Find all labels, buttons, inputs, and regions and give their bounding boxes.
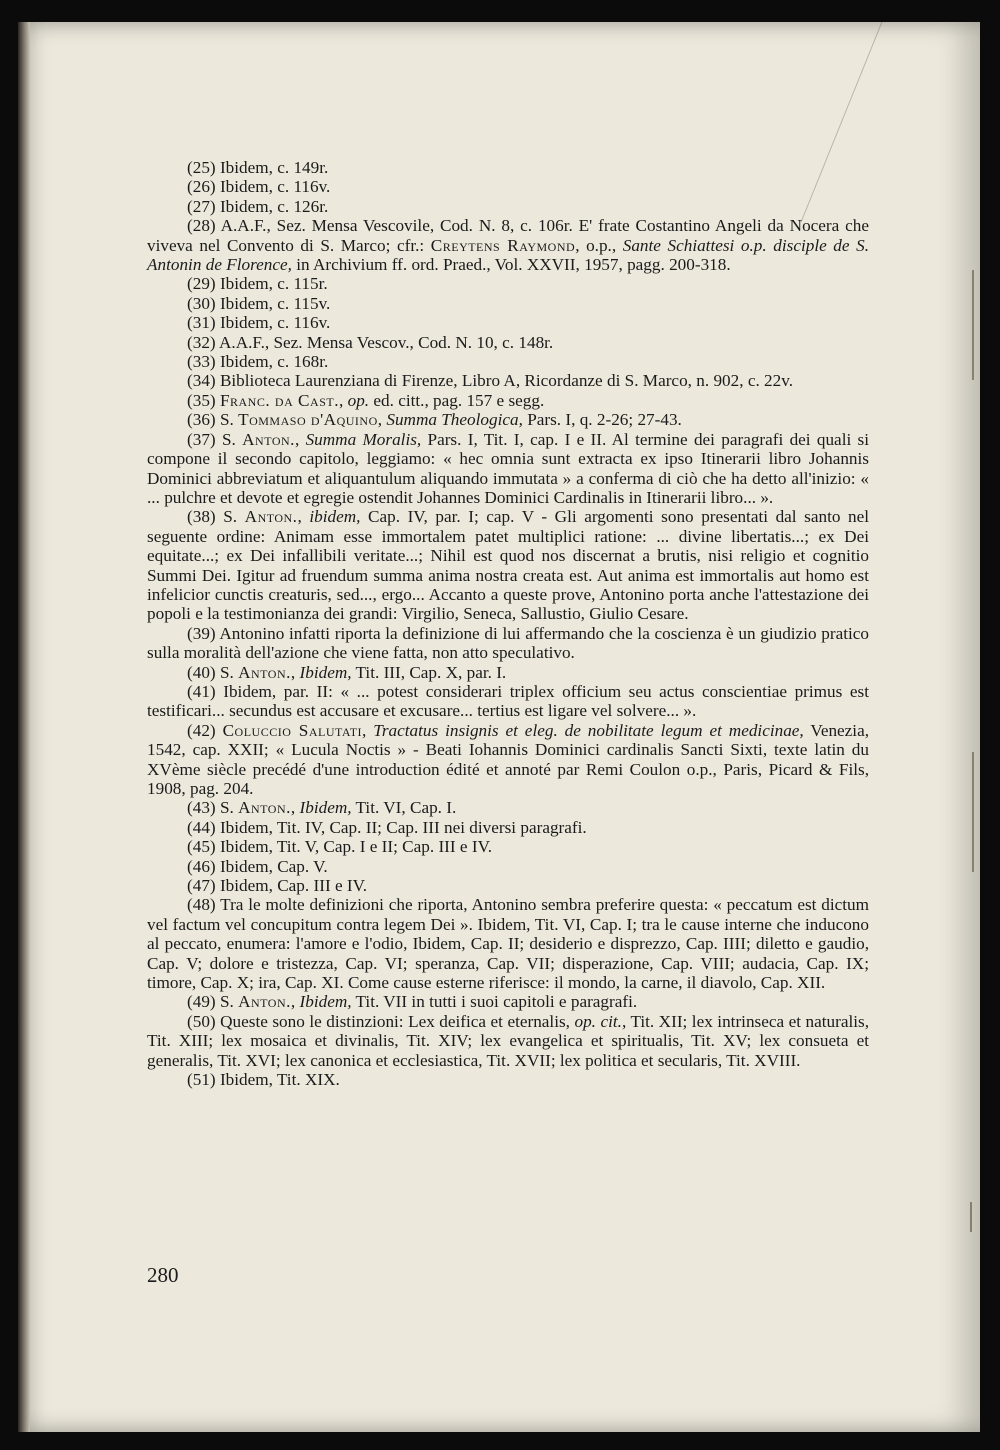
footnote-number: (28) bbox=[187, 216, 216, 236]
footnote-text: Venezia, 1542, cap. XXII; « Lucula Noctis » - Beati Iohannis Dominici cardinalis Sancti Sixti, texte latin du XVème siècle precédé d'une introduction édité et annoté par Remi Coulon o.p., Paris, Picard & Fils, 1908, pag. 204. bbox=[147, 720, 870, 798]
footnote-text: Ibidem, Tit. V, Cap. I e II; Cap. III e IV. bbox=[219, 837, 493, 857]
footnote-text: Ibidem, Cap. III e IV. bbox=[219, 876, 368, 896]
page-number: 280 bbox=[147, 1263, 179, 1287]
footnote-text: Ibidem, Cap. V. bbox=[219, 856, 328, 876]
footnote-text: Anton. bbox=[242, 429, 295, 449]
footnote-number: (29) bbox=[187, 274, 216, 294]
footnote-text: Ibidem, c. 115v. bbox=[219, 293, 331, 313]
footnote bbox=[147, 158, 869, 177]
footnote-text: Biblioteca Laurenziana di Firenze, Libro A, Ricordanze di S. Marco, n. 902, c. 22v. bbox=[219, 371, 793, 391]
footnote-text: , bbox=[290, 992, 300, 1012]
footnote-number: (49) bbox=[187, 992, 216, 1012]
footnote-text: Ibidem, bbox=[299, 992, 352, 1012]
footnote bbox=[147, 507, 869, 623]
footnote bbox=[147, 216, 869, 274]
page-edge-mark bbox=[972, 752, 974, 872]
footnote-text: S. bbox=[219, 798, 239, 818]
footnote bbox=[147, 895, 869, 992]
footnote-number: (47) bbox=[187, 876, 216, 896]
footnote-text: , bbox=[377, 410, 387, 430]
footnotes-block bbox=[147, 158, 869, 1090]
footnote-text: S. bbox=[219, 410, 239, 430]
footnote-text: , o.p., bbox=[575, 235, 623, 255]
footnote-text: Tractatus insignis et eleg. de nobilitate legum et medicinae, bbox=[373, 720, 804, 740]
footnote-text: Summa Theologica, bbox=[386, 410, 523, 430]
footnote bbox=[147, 837, 869, 856]
footnote bbox=[147, 294, 869, 313]
footnote-number: (45) bbox=[187, 837, 216, 857]
footnote-number: (37) bbox=[187, 429, 216, 449]
footnote-text: S. bbox=[223, 507, 245, 527]
footnote bbox=[147, 1012, 869, 1070]
footnote-text: Tra le molte definizioni che riporta, Antonino sembra preferire questa: « peccatum est dictum vel factum vel concupitum contra legem Dei ». Ibidem, Tit. VI, Cap. I; tra le cause interne che inducono al peccato, enumera: l'amore e l'odio, Ibidem, Cap. II; desiderio e disprezzo, Cap. IIII; diletto e gaudio, Cap. V; dolore e tristezza, Cap. VI; speranza, Cap. VII; disperazione, Cap. VIII; audacia, Cap. IX; timore, Cap. X; ira, Cap. XI. Come cause esterne riferisce: il mondo, la carne, il diavolo, Cap. XII. bbox=[147, 895, 869, 993]
footnote bbox=[147, 430, 869, 508]
footnote-number: (51) bbox=[187, 1070, 216, 1090]
footnote bbox=[147, 721, 869, 799]
page-edge-mark bbox=[972, 270, 974, 380]
footnote-text: op. bbox=[347, 390, 370, 410]
footnote bbox=[147, 177, 869, 196]
footnote-text: Pars. I, q. 2-26; 27-43. bbox=[522, 410, 682, 430]
footnote-text: Tit. VI, Cap. I. bbox=[351, 798, 457, 818]
footnote-text: , bbox=[290, 798, 300, 818]
footnote-text: , bbox=[362, 720, 374, 740]
footnote-number: (42) bbox=[187, 720, 216, 740]
footnote-text: ed. citt., pag. 157 e segg. bbox=[369, 390, 545, 410]
footnote-text: ibidem, bbox=[309, 507, 361, 527]
footnote-text: Ibidem, c. 168r. bbox=[219, 352, 329, 372]
footnote-number: (41) bbox=[187, 681, 216, 701]
footnote-text: S. bbox=[219, 992, 239, 1012]
footnote-text: Antonino infatti riporta la definizione di lui affermando che la coscienza è un giudizio pratico sulla moralità dell'azione che viene fatta, non atto speculativo. bbox=[147, 623, 869, 663]
footnote-text: Ibidem, c. 116v. bbox=[219, 177, 331, 197]
footnote bbox=[147, 274, 869, 293]
footnote-number: (38) bbox=[187, 507, 216, 527]
footnote-text: Tit. III, Cap. X, par. I. bbox=[351, 662, 507, 682]
footnote-number: (40) bbox=[187, 662, 216, 682]
footnote-text: Ibidem, c. 126r. bbox=[219, 196, 329, 216]
footnote-text: Creytens Raymond bbox=[430, 235, 576, 255]
footnote-number: (44) bbox=[187, 817, 216, 837]
footnote-number: (30) bbox=[187, 293, 216, 313]
footnote bbox=[147, 798, 869, 817]
footnote-number: (46) bbox=[187, 856, 216, 876]
footnote bbox=[147, 410, 869, 429]
footnote bbox=[147, 391, 869, 410]
footnote-number: (25) bbox=[187, 158, 216, 177]
footnote-number: (39) bbox=[187, 623, 216, 643]
footnote-text: Ibidem, c. 115r. bbox=[219, 274, 328, 294]
footnote-text: Tit. VII in tutti i suoi capitoli e paragrafi. bbox=[351, 992, 638, 1012]
footnote-number: (50) bbox=[187, 1011, 216, 1031]
footnote-text: Anton. bbox=[244, 507, 298, 527]
footnote-text: , Tit. XII; lex intrinseca et naturalis, Tit. XIII; lex mosaica et divinalis, Tit. XIV; lex evangelica et spiritualis, Tit. XV; lex consueta et generalis, Tit. XVI; lex canonica et ecclesiastica, Tit. XVII; lex politica et secularis, Tit. XVIII. bbox=[147, 1011, 870, 1070]
footnote bbox=[147, 371, 869, 390]
footnote bbox=[147, 1070, 869, 1089]
footnote-text: S. bbox=[219, 662, 239, 682]
footnote bbox=[147, 333, 869, 352]
footnote-text: , bbox=[294, 429, 306, 449]
footnote-text: , bbox=[297, 507, 310, 527]
footnote-number: (27) bbox=[187, 196, 216, 216]
footnote-text: Ibidem, Tit. XIX. bbox=[219, 1070, 340, 1090]
footnote-text: Anton. bbox=[238, 798, 291, 818]
footnote-text: Ibidem, bbox=[299, 662, 352, 682]
footnote bbox=[147, 624, 869, 663]
footnote bbox=[147, 313, 869, 332]
footnote-text: op. cit. bbox=[574, 1011, 622, 1031]
footnote-text: Ibidem, bbox=[299, 798, 352, 818]
footnote-text: Queste sono le distinzioni: Lex deifica et eternalis, bbox=[220, 1011, 575, 1031]
footnote-text: , bbox=[290, 662, 300, 682]
footnote bbox=[147, 663, 869, 682]
footnote bbox=[147, 876, 869, 895]
footnote-number: (43) bbox=[187, 798, 216, 818]
footnote bbox=[147, 818, 869, 837]
footnote bbox=[147, 352, 869, 371]
footnote-text: A.A.F., Sez. Mensa Vescovile, Cod. N. 8, c. 106r. E' frate Costantino Angeli da Nocera che viveva nel Convento di S. Marco; cfr.: bbox=[147, 216, 869, 255]
footnote-number: (33) bbox=[187, 352, 216, 372]
footnote-number: (36) bbox=[187, 410, 216, 430]
footnote-text: Cap. IV, par. I; cap. V - Gli argomenti sono presentati dal santo nel seguente ordine: Animam esse immortalem patet multiplici ratione: ... divine libertatis...; ex Dei equitate...; ex Dei infallibili veritate...; Nihil est quod nos discernat a brutis, nisi religio et cognitio Summi Dei. Igitur ad fruendum summa anima nostra creata est. Aut anima est immortalis aut homo est infelicior cunctis creaturis, sed..., ergo... Accanto a queste prove, Antonino porta anche l'attestazione dei popoli e la testimonianza dei grandi: Virgilio, Seneca, Sallustio, Giulio Cesare. bbox=[147, 507, 870, 624]
footnote-text: Ibidem, par. II: « ... potest considerari triplex officium seu actus conscientiae primus est testificari... secundus est accusare et excusare... tertius est ligare vel solvere... ». bbox=[147, 681, 869, 721]
footnote-text: A.A.F., Sez. Mensa Vescov., Cod. N. 10, c. 148r. bbox=[219, 332, 554, 352]
footnote-text: Anton. bbox=[238, 992, 291, 1012]
footnote-text: Ibidem, c. 116v. bbox=[219, 313, 331, 333]
footnote-number: (48) bbox=[187, 895, 216, 915]
footnote-text: S. bbox=[221, 429, 243, 449]
footnote-number: (26) bbox=[187, 177, 216, 197]
footnote bbox=[147, 992, 869, 1011]
footnote bbox=[147, 197, 869, 216]
footnote-text: , bbox=[339, 390, 348, 410]
footnote-number: (31) bbox=[187, 313, 216, 333]
footnote-text: Pars. I, Tit. I, cap. I e II. Al termine dei paragrafi dei quali si compone il secondo capitolo, leggiamo: « hec omnia sunt extracta ex ipso Itinerarii libro Johannis Dominici abbreviatum et aliquantulum aliquando immutata » a conferma di ciò che ha detto all'inizio: « ... pulchre et devote et egregie ostendit Johannes Dominici Cardinalis in Itinerarii libro... ». bbox=[147, 429, 870, 507]
footnote-text: Tommaso d'Aquino bbox=[238, 410, 378, 430]
page-edge-mark bbox=[970, 1202, 972, 1232]
footnote-text: Anton. bbox=[238, 662, 291, 682]
footnote-text: Franc. da Cast. bbox=[219, 390, 339, 410]
footnote-text: in Archivium ff. ord. Praed., Vol. XXVII, 1957, pagg. 200-318. bbox=[291, 255, 731, 275]
footnote-text: Ibidem, c. 149r. bbox=[219, 158, 329, 177]
footnote bbox=[147, 682, 869, 721]
book-spine-shadow bbox=[18, 22, 30, 1432]
footnote-number: (32) bbox=[187, 332, 216, 352]
footnote-text: Ibidem, Tit. IV, Cap. II; Cap. III nei diversi paragrafi. bbox=[219, 817, 587, 837]
footnote-text: Summa Moralis, bbox=[305, 429, 422, 449]
footnote-number: (35) bbox=[187, 390, 216, 410]
footnote-number: (34) bbox=[187, 371, 216, 391]
footnote-text: Coluccio Salutati bbox=[222, 720, 363, 740]
footnote bbox=[147, 857, 869, 876]
footnote-text: Sante Schiattesi o.p. disciple de S. Antonin de Florence, bbox=[147, 235, 870, 275]
